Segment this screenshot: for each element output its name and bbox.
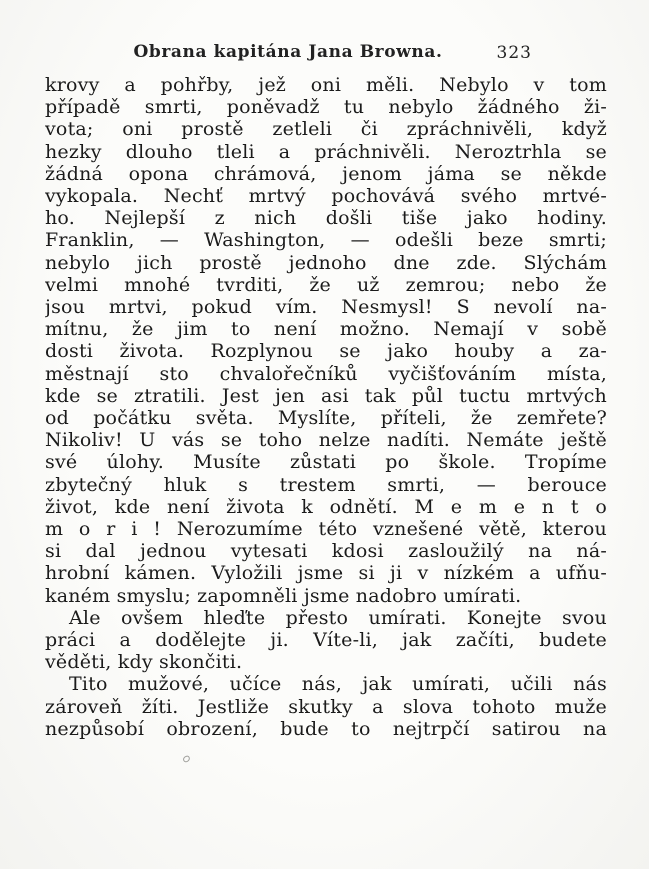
text-line: dosti života. Rozplynou se jako houby a za- bbox=[45, 340, 607, 363]
text-line: si dal jednou vytesati kdosi zasloužilý na ná- bbox=[45, 540, 607, 563]
text-line: ho. Nejlepší z nich došli tiše jako hodiny. bbox=[45, 207, 607, 230]
text-line: kaném smyslu; zapomněli jsme nadobro umírati. bbox=[45, 584, 522, 607]
text-line: Nikoliv! U vás se toho nelze nadíti. Nemáte ještě bbox=[45, 429, 607, 452]
text-line: velmi mnohé tvrditi, že už zemrou; nebo že bbox=[45, 273, 607, 296]
ink-smudge bbox=[182, 755, 191, 763]
text-line: nezpůsobí obrození, bude to nejtrpčí satirou na bbox=[45, 717, 607, 740]
text-line: Tito mužové, učíce nás, jak umírati, učili nás bbox=[69, 673, 607, 696]
text-line: své úlohy. Musíte zůstati po škole. Tropíme bbox=[45, 451, 607, 474]
text-line: nebylo jich prostě jednoho dne zde. Slýchám bbox=[45, 251, 607, 274]
text-line: práci a dodělejte ji. Víte-li, jak začíti, budete bbox=[45, 629, 607, 652]
text-line: vota; oni prostě zetleli či zpráchnivěli, když bbox=[45, 118, 607, 141]
text-line: žádná opona chrámová, jenom jáma se někde bbox=[45, 162, 607, 185]
text-line: městnají sto chvalořečníků vyčišťováním místa, bbox=[45, 362, 607, 385]
text-line: kde se ztratili. Jest jen asi tak půl tuctu mrtvých bbox=[45, 384, 607, 407]
text-line: věděti, kdy skončiti. bbox=[45, 651, 243, 674]
text-line: mítnu, že jim to není možno. Nemají v sobě bbox=[45, 318, 607, 341]
page-body bbox=[45, 74, 607, 740]
text-line: zároveň žíti. Jestliže skutky a slova tohoto muže bbox=[45, 695, 607, 718]
running-header bbox=[45, 42, 605, 66]
page-number: 323 bbox=[496, 43, 532, 63]
text-line: jsou mrtvi, pokud vím. Nesmysl! S nevolí na- bbox=[45, 296, 607, 319]
text-line: m o r i ! Nerozumíme této vznešené větě, kterou bbox=[45, 518, 607, 541]
text-line: Franklin, — Washington, — odešli beze smrti; bbox=[45, 229, 607, 252]
text-line: hezky dlouho tleli a práchnivěli. Neroztrhla se bbox=[45, 140, 607, 163]
page-title: Obrana kapitána Jana Browna. bbox=[133, 42, 443, 62]
text-line: od počátku světa. Myslíte, příteli, že zemřete? bbox=[45, 407, 607, 430]
text-line: případě smrti, poněvadž tu nebylo žádného ži- bbox=[45, 96, 607, 119]
text-line: život, kde není života k odnětí. M e m e n t o bbox=[45, 495, 607, 518]
text-line: hrobní kámen. Vyložili jsme si ji v nízkém a ufňu- bbox=[45, 562, 607, 585]
text-line: Ale ovšem hleďte přesto umírati. Konejte svou bbox=[69, 606, 607, 629]
text-line: vykopala. Nechť mrtvý pochovává svého mrtvé- bbox=[45, 185, 607, 208]
text-line: krovy a pohřby, jež oni měli. Nebylo v tom bbox=[45, 74, 607, 96]
text-line: zbytečný hluk s trestem smrti, — berouce bbox=[45, 473, 607, 496]
